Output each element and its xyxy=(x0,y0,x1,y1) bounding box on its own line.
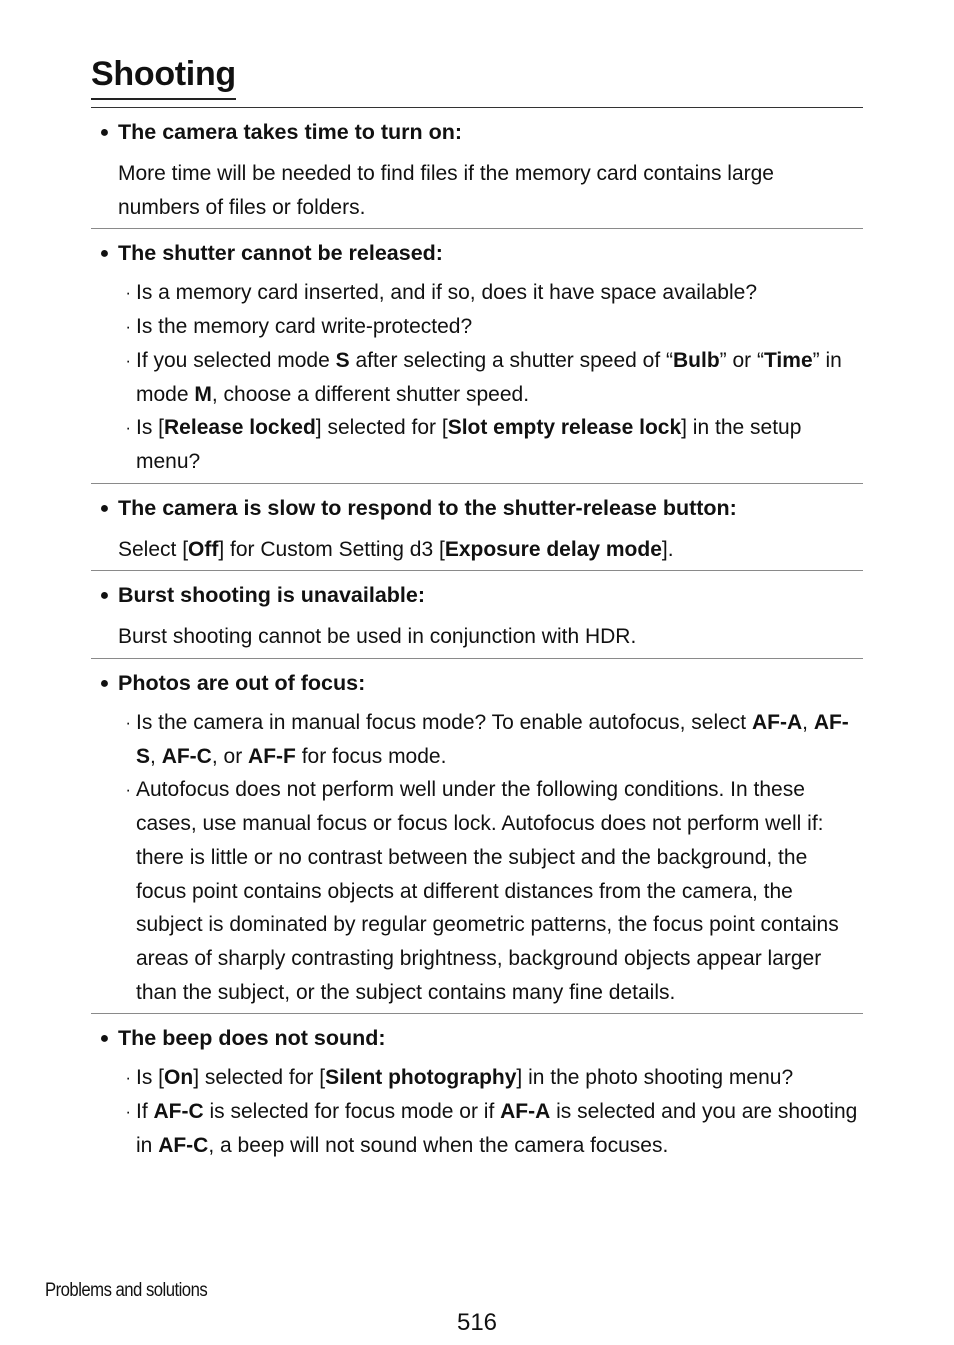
checklist-item xyxy=(91,706,863,773)
text-run: ]. xyxy=(661,537,674,561)
checklist-item-text xyxy=(136,706,863,773)
text-run: ” or “ xyxy=(719,348,764,372)
small-bullet-icon: · xyxy=(125,317,131,337)
solution-text: More time will be needed to find files if the memory card contains large numbers of files or folders. xyxy=(118,162,774,219)
problem-heading xyxy=(91,581,863,612)
problem-heading-text: Photos are out of focus: xyxy=(118,671,366,696)
bold-term: AF-A xyxy=(500,1100,551,1124)
text-run: Autofocus does not perform well under the following conditions. In these cases, use manual focus or focus lock. Autofocus does not perform well if: there is little or no contrast between the subject and the background, the focus point contains objects at different distances from the camera, the subject is dominated by regular geometric patterns, the focus point contains areas of sharply contrasting brightness, background objects appear larger than the subject, or the subject contains many fine details. xyxy=(136,778,839,1004)
problem-section xyxy=(91,229,863,483)
text-run: If xyxy=(136,1100,154,1124)
checklist-item xyxy=(91,411,863,478)
problem-heading-text: The shutter cannot be released: xyxy=(118,241,443,266)
text-run: Is [ xyxy=(136,1066,165,1090)
bold-term: Silent photography xyxy=(325,1066,517,1090)
text-run: Select [ xyxy=(118,537,189,561)
bold-term: AF-A xyxy=(751,711,803,735)
text-run: is selected and you are shooting in xyxy=(136,1100,858,1157)
small-bullet-icon: · xyxy=(125,350,131,370)
page-title: Shooting xyxy=(91,50,236,100)
problem-heading xyxy=(91,1024,863,1055)
bullet-icon: ● xyxy=(99,1030,110,1048)
text-run: Is the memory card write-protected? xyxy=(136,315,473,339)
problem-heading-text: Burst shooting is unavailable: xyxy=(118,583,426,608)
problem-section xyxy=(91,571,863,659)
checklist xyxy=(91,1061,863,1162)
problem-heading-text: The camera is slow to respond to the shutter-release button: xyxy=(118,495,737,520)
problem-heading xyxy=(91,669,863,700)
text-run: ] selected for [ xyxy=(315,416,448,440)
checklist-item xyxy=(91,1095,863,1162)
checklist-item xyxy=(91,276,863,310)
checklist-item xyxy=(91,310,863,344)
checklist-item-text xyxy=(136,411,863,478)
checklist-item xyxy=(91,773,863,1009)
text-run: ] for Custom Setting d3 [ xyxy=(218,537,445,561)
bullet-icon: ● xyxy=(99,245,110,263)
checklist xyxy=(91,276,863,478)
bold-term: Release locked xyxy=(164,416,316,440)
bold-term: Exposure delay mode xyxy=(444,537,662,561)
bullet-icon: ● xyxy=(99,587,110,605)
text-run: Is a memory card inserted, and if so, does it have space available? xyxy=(136,281,757,305)
small-bullet-icon: · xyxy=(125,780,131,800)
solution-text: Burst shooting cannot be used in conjunction with HDR. xyxy=(118,625,637,649)
text-run: , xyxy=(150,744,162,768)
bold-term: M xyxy=(194,382,212,406)
bold-term: AF-C xyxy=(153,1100,204,1124)
text-run: ] selected for [ xyxy=(193,1066,326,1090)
problem-section xyxy=(91,1014,863,1166)
bullet-icon: ● xyxy=(99,499,110,517)
text-run: ] in the photo shooting menu? xyxy=(516,1066,794,1090)
small-bullet-icon: · xyxy=(125,1102,131,1122)
checklist-item-text xyxy=(136,773,863,1009)
bullet-icon: ● xyxy=(99,675,110,693)
checklist-item-text xyxy=(136,276,863,310)
checklist-item-text xyxy=(136,1061,863,1095)
bullet-icon: ● xyxy=(99,124,110,141)
text-run: after selecting a shutter speed of “ xyxy=(349,348,673,372)
bold-term: Slot empty release lock xyxy=(447,416,682,440)
small-bullet-icon: · xyxy=(125,283,131,303)
small-bullet-icon: · xyxy=(125,418,131,438)
text-run: Is the camera in manual focus mode? To enable autofocus, select xyxy=(136,711,752,735)
text-run: for focus mode. xyxy=(295,744,447,768)
problem-heading xyxy=(91,118,863,149)
problem-heading-text: The camera takes time to turn on: xyxy=(118,120,463,144)
text-run: ] in the setup menu? xyxy=(136,416,802,473)
solution-text xyxy=(118,533,863,567)
bold-term: On xyxy=(164,1066,194,1090)
bold-term: AF-C xyxy=(161,744,212,768)
problem-heading-text: The beep does not sound: xyxy=(118,1026,386,1051)
bold-term: Off xyxy=(188,537,219,561)
small-bullet-icon: · xyxy=(125,713,131,733)
bold-term: AF-S xyxy=(136,711,849,768)
problem-section xyxy=(91,108,863,229)
text-run: is selected for focus mode or if xyxy=(203,1100,501,1124)
text-run: ” in mode xyxy=(136,348,842,406)
problem-heading xyxy=(91,239,863,270)
bold-term: Time xyxy=(763,348,813,372)
bold-term: AF-C xyxy=(158,1133,209,1157)
troubleshooting-list xyxy=(91,108,863,1166)
text-run: , a beep will not sound when the camera focuses. xyxy=(208,1133,669,1157)
problem-heading xyxy=(91,494,863,525)
bold-term: Bulb xyxy=(673,348,720,372)
text-run: Is [ xyxy=(136,416,165,440)
checklist-item-text xyxy=(136,344,863,411)
page-number: 516 xyxy=(456,1309,498,1336)
small-bullet-icon: · xyxy=(125,1068,131,1088)
checklist-item-text xyxy=(136,310,863,344)
text-run: , xyxy=(802,711,814,735)
text-run: , choose a different shutter speed. xyxy=(211,382,530,406)
bold-term: S xyxy=(335,348,350,372)
bold-term: AF-F xyxy=(248,744,296,768)
footer-section-label: Problems and solutions xyxy=(45,1280,208,1301)
problem-section xyxy=(91,659,863,1014)
text-run: If you selected mode xyxy=(136,348,336,372)
problem-section xyxy=(91,484,863,572)
checklist xyxy=(91,706,863,1009)
checklist-item xyxy=(91,1061,863,1095)
checklist-item-text xyxy=(136,1095,863,1162)
checklist-item xyxy=(91,344,863,411)
text-run: , or xyxy=(211,744,249,768)
